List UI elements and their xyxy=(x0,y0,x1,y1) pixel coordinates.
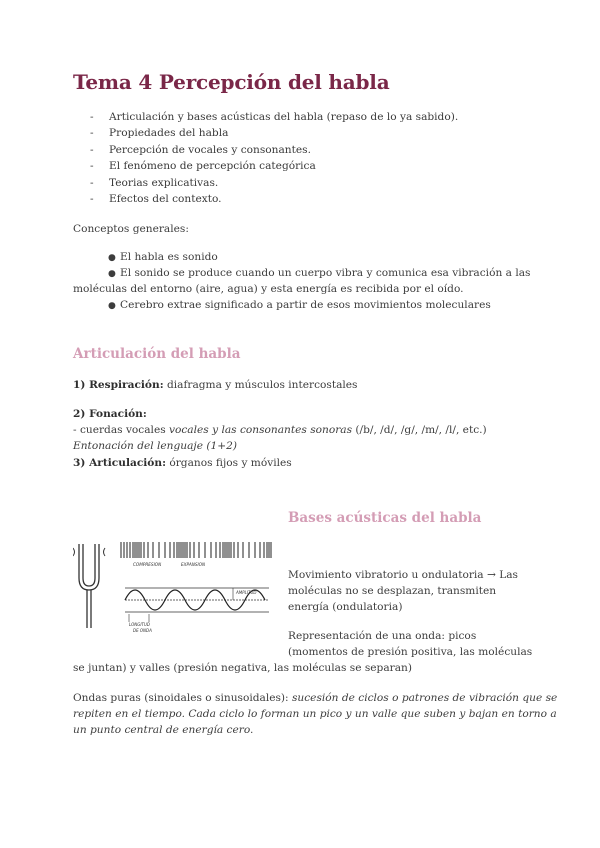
entonacion-line: Entonación del lenguaje (1+2) xyxy=(73,440,237,452)
bullet-item: ● Cerebro extrae significado a partir de esos movimientos moleculares xyxy=(108,299,491,311)
tuning-fork-icon xyxy=(73,544,105,628)
list-item: - Propiedades del habla xyxy=(90,127,229,140)
fonacion-label: 2) Fonación: xyxy=(73,408,147,420)
page-title: Tema 4 Percepción del habla xyxy=(73,70,390,94)
ondas-line-3: un punto central de energía cero. xyxy=(73,724,254,736)
list-item: - Efectos del contexto. xyxy=(90,193,222,206)
onda-label: DE ONDA xyxy=(133,628,152,633)
topics-list xyxy=(90,109,458,207)
list-item: - El fenómeno de percepción categórica xyxy=(90,160,316,173)
movimiento-line-3: energía (ondulatoria) xyxy=(288,601,403,613)
amplitud-label: AMPLITUD xyxy=(236,590,257,595)
respiracion-line: 1) Respiración: diafragma y músculos intercostales xyxy=(73,379,358,391)
representacion-line-1: Representación de una onda: picos xyxy=(288,630,477,642)
ondas-line-2: repiten en el tiempo. Cada ciclo lo forman un pico y un valle que suben y bajan en torno a xyxy=(73,708,557,720)
representacion-line-2: (momentos de presión positiva, las moléculas xyxy=(288,646,533,658)
articulacion-line: 3) Articulación: órganos fijos y móviles xyxy=(73,457,292,469)
fonacion-line: - cuerdas vocales vocales y las consonantes sonoras (/b/, /d/, /g/, /m/, /l/, etc.) xyxy=(73,424,487,436)
compresion-label: COMPRESION xyxy=(133,562,162,567)
bullet-item-continuation: moléculas del entorno (aire, agua) y esta energía es recibida por el oído. xyxy=(73,283,464,295)
bullet-item: ● El sonido se produce cuando un cuerpo vibra y comunica esa vibración a las xyxy=(108,267,531,279)
longitud-label: LONGITUD xyxy=(129,622,150,627)
movimiento-line-1: Movimiento vibratorio u ondulatoria → Las xyxy=(288,569,518,581)
movimiento-line-2: moléculas no se desplazan, transmiten xyxy=(288,585,497,597)
pressure-stripes xyxy=(121,542,271,558)
section-heading-articulacion: Articulación del habla xyxy=(73,346,241,362)
wave-figure xyxy=(73,538,273,638)
bullet-item: ● El habla es sonido xyxy=(108,251,218,263)
ondas-line-1: Ondas puras (sinoidales o sinusoidales): sucesión de ciclos o patrones de vibración que se xyxy=(73,692,558,704)
list-item: - Percepción de vocales y consonantes. xyxy=(90,143,311,156)
list-item: - Articulación y bases acústicas del habla (repaso de lo ya sabido). xyxy=(90,111,459,123)
expansion-label: EXPANSION xyxy=(181,562,206,567)
section-heading-bases: Bases acústicas del habla xyxy=(288,510,482,526)
list-item: - Teorias explicativas. xyxy=(90,176,219,189)
conceptos-label: Conceptos generales: xyxy=(73,223,189,235)
representacion-line-3: se juntan) y valles (presión negativa, las moléculas se separan) xyxy=(73,662,412,674)
